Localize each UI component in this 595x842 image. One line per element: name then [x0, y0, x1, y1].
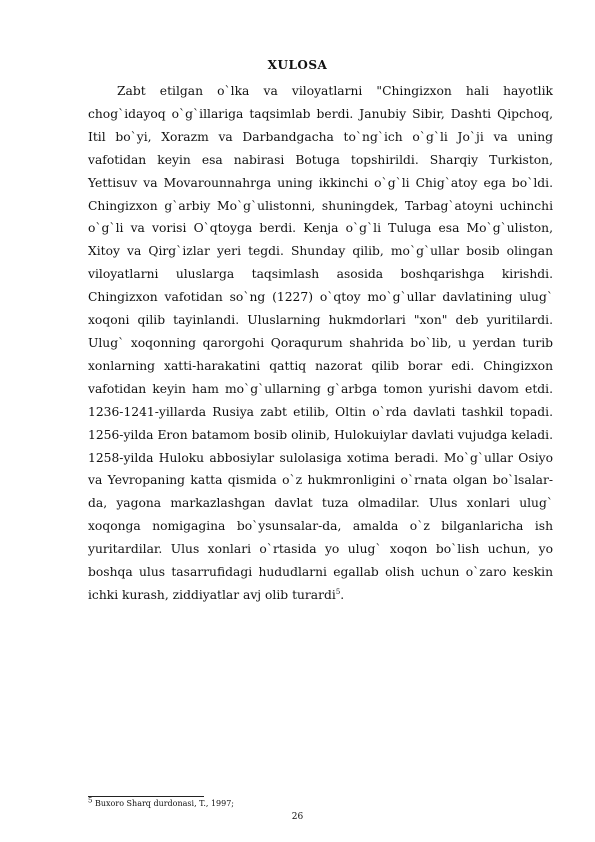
- page-title: XULOSA: [267, 58, 328, 72]
- footnote-text: Buxoro Sharq durdonasi, T., 1997;: [92, 799, 234, 808]
- footnote-reference: 5: [335, 587, 341, 596]
- footnote-number: 5: [88, 796, 93, 805]
- paragraph-end: .: [340, 587, 345, 602]
- paragraph-text: Zabt etilgan o`lka va viloyatlarni "Chingizxon hali hayotlik chog`idayoq o`g`illariga taqsimlab berdi. Janubiy Sibir, Dashti Qipchoq, Itil bo`yi, Xorazm va Darbandgacha to`ng`ich o`g`li Jo`ji va uning vafotidan keyin esa nabirasi Botuga topshirildi. Sharqiy Turkiston, Yettisuv va Movarounnahrga uning ikkinchi o`g`li Chig`atoy ega bo`ldi. Chingizxon g`arbiy Mo`g`ulistonni, shuningdek, Tarbag`atoyni uchinchi o`g`li va vorisi O`qtoyga berdi. Kenja o`g`li Tuluga esa Mo`g`uliston, Xitoy va Qirg`izlar yeri tegdi. Shunday qilib, mo`g`ullar bosib olingan viloyatlarni uluslarga taqsimlash asosida boshqarishga kirishdi. Chingizxon vafotidan so`ng (1227) o`qtoy mo`g`ullar davlatining ulug` xoqoni qilib tayinlandi. Uluslarning hukmdorlari "xon" deb yuritilardi. Ulug` xoqonning qarorgohi Qoraqurum shahrida bo`lib, u yerdan turib xonlarning xatti-harakatini qattiq nazorat qilib borar edi. Chingizxon vafotidan keyin ham mo`g`ullarning g`arbga tomon yurishi davom etdi. 1236-1241-yillarda Rusiya zabt etilib, Oltin o`rda davlati tashkil topadi. 1256-yilda Eron batamom bosib olinib, Hulokuiylar davlati vujudga keladi. 1258-yilda Huloku abbosiylar sulolasiga xotima beradi. Mo`g`ullar Osiyo va Yevropaning katta qismida o`z hukmronligini o`rnata olgan bo`lsalar-da, yagona markazlashgan davlat tuza olmadilar. Ulus xonlari ulug` xoqonga nomigagina bo`ysunsalar-da, amalda o`z bilganlaricha ish yuritardilar. Ulus xonlari o`rtasida yo ulug` xoqon bo`lish uchun, yo boshqa ulus tasarrufidagi hududlarni egallab olish uchun o`zaro keskin ichki kurash, ziddiyatlar avj olib turardi: [88, 84, 553, 602]
- page-number: 26: [291, 812, 304, 822]
- body-paragraph: [88, 80, 553, 607]
- footnote: [88, 796, 234, 809]
- footnote-separator: [88, 796, 204, 797]
